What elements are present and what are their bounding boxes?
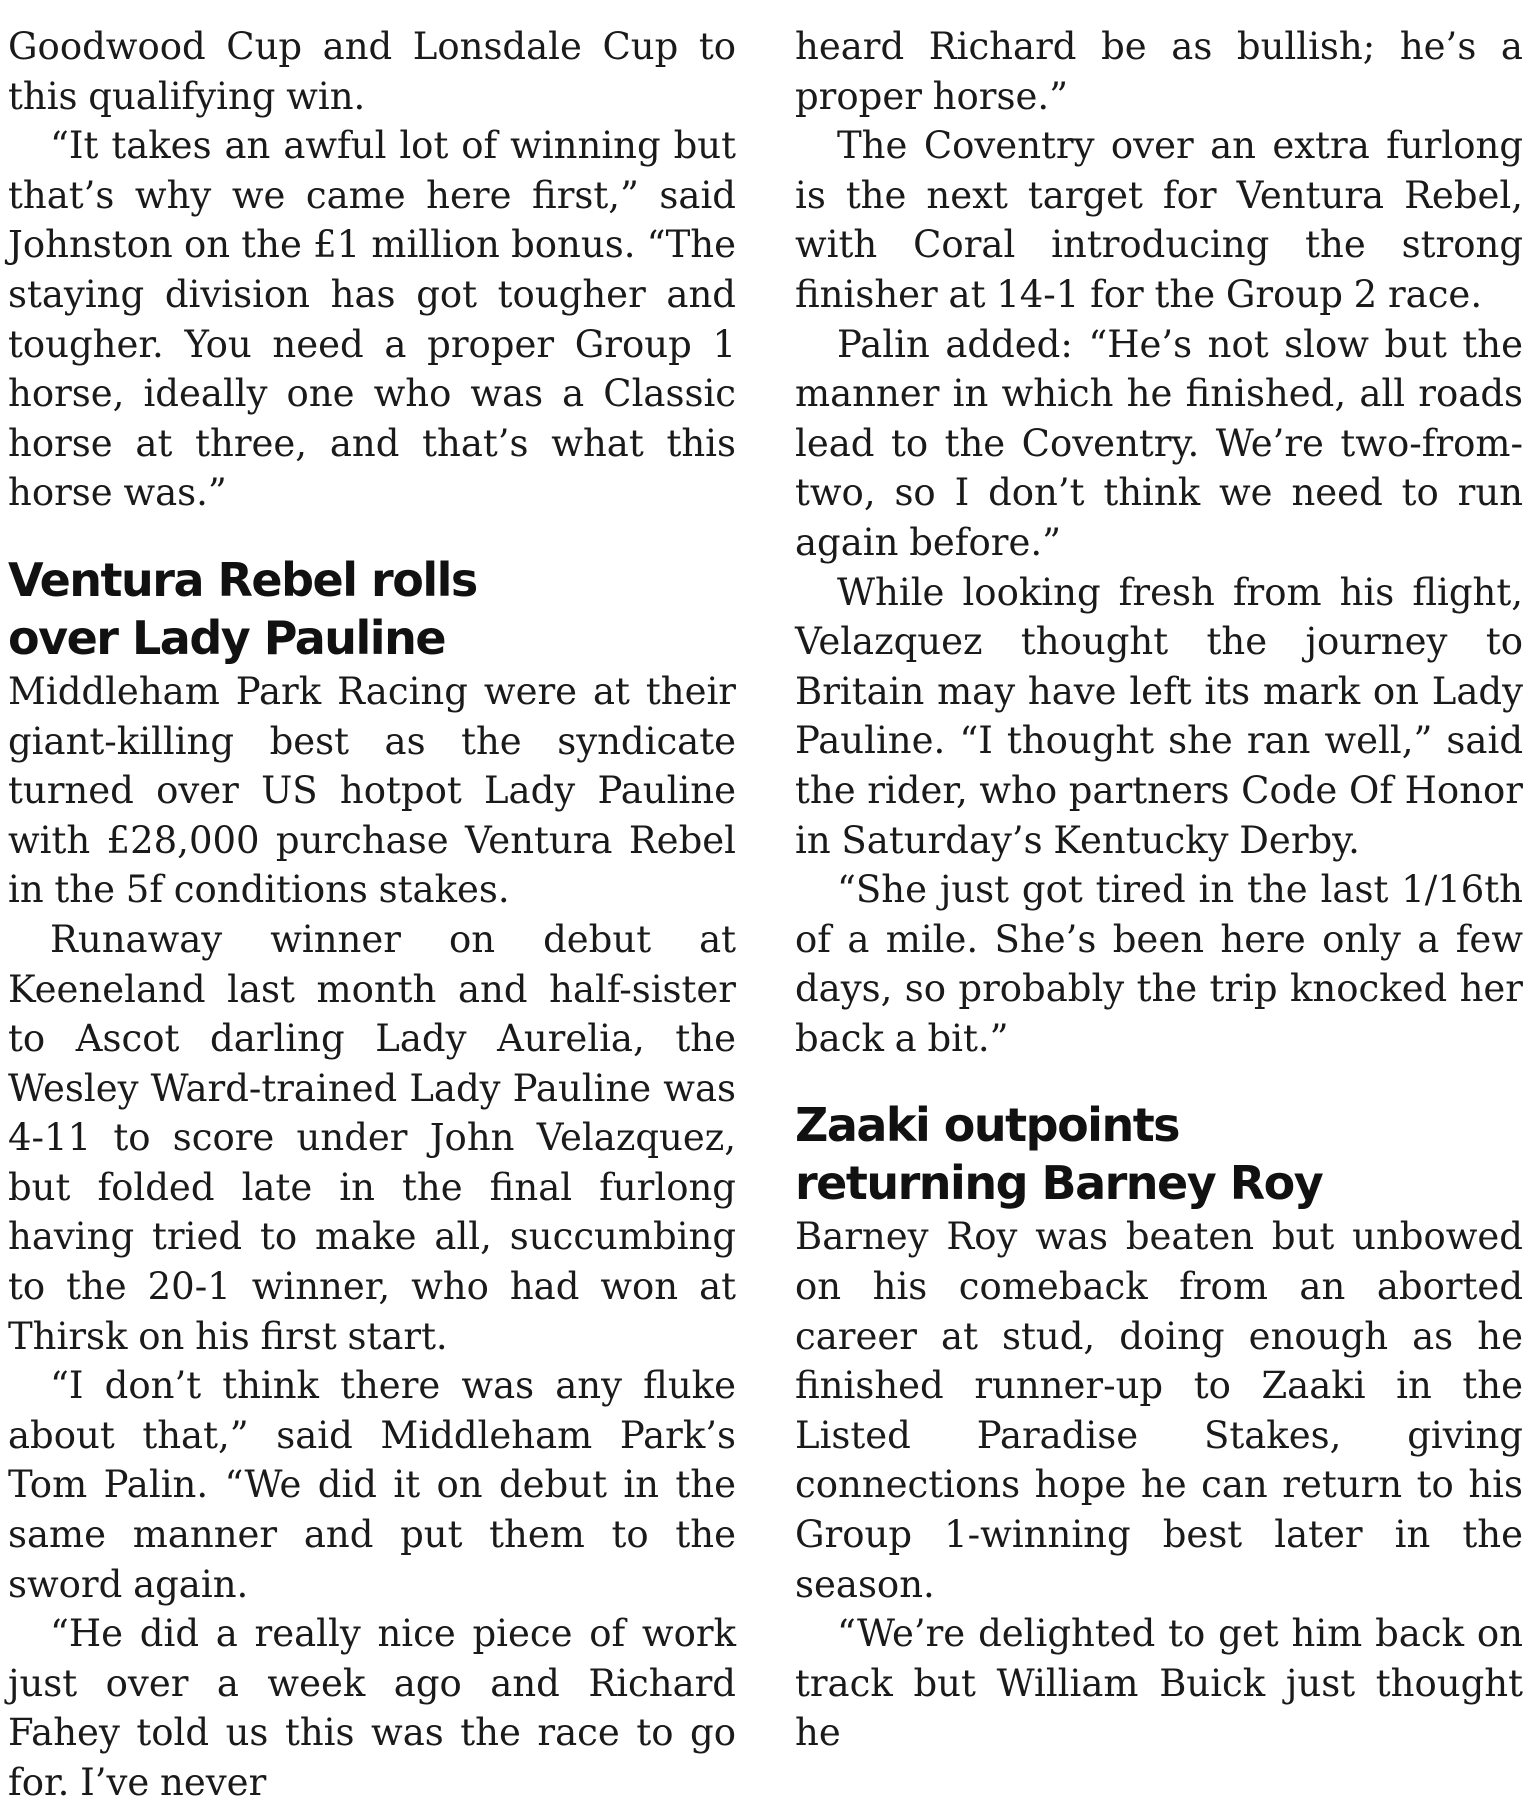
paragraph: “We’re delighted to get him back on track but William Buick just thought he xyxy=(795,1612,1523,1755)
headline-line: Ventura Rebel rolls xyxy=(8,552,477,607)
headline-line: Zaaki outpoints xyxy=(795,1098,1180,1153)
paragraph: Barney Roy was beaten but unbowed on his comeback from an aborted career at stud, doing enough as he finished runner-up to Zaaki in the Listed Paradise Stakes, giving connections hope he can return to his Group 1-winning best later in the season. xyxy=(795,1215,1523,1606)
headline-ventura-rebel xyxy=(8,551,736,667)
right-column xyxy=(795,22,1523,1758)
paragraph: “It takes an awful lot of winning but that’s why we came here first,” said Johnston on the £1 million bonus. “The staying division has got tougher and tougher. You need a proper Group 1 horse, ideally one who was a Classic horse at three, and that’s what this horse was.” xyxy=(8,124,736,515)
paragraph: “He did a really nice piece of work just over a week ago and Richard Fahey told us this was the race to go for. I’ve never xyxy=(8,1612,736,1804)
paragraph: heard Richard be as bullish; he’s a proper horse.” xyxy=(795,25,1523,118)
paragraph: Goodwood Cup and Lonsdale Cup to this qualifying win. xyxy=(8,25,736,118)
paragraph: Palin added: “He’s not slow but the manner in which he finished, all roads lead to the Coventry. We’re two-from-two, so I don’t think we need to run again before.” xyxy=(795,322,1523,564)
headline-zaaki xyxy=(795,1096,1523,1212)
paragraph: The Coventry over an extra furlong is the next target for Ventura Rebel, with Coral introducing the strong finisher at 14-1 for the Group 2 race. xyxy=(795,124,1523,316)
paragraph: While looking fresh from his flight, Velazquez thought the journey to Britain may have left its mark on Lady Pauline. “I thought she ran well,” said the rider, who partners Code Of Honor in Saturday’s Kentucky Derby. xyxy=(795,570,1523,862)
paragraph: Middleham Park Racing were at their giant-killing best as the syndicate turned over US hotpot Lady Pauline with £28,000 purchase Ventura Rebel in the 5f conditions stakes. xyxy=(8,669,736,912)
left-column xyxy=(8,22,736,1808)
headline-line: returning Barney Roy xyxy=(795,1156,1323,1211)
spacer xyxy=(8,518,736,551)
headline-line: over Lady Pauline xyxy=(8,610,446,665)
paragraph: “She just got tired in the last 1/16th of a mile. She’s been here only a few days, so probably the trip knocked her back a bit.” xyxy=(795,868,1523,1060)
paragraph: “I don’t think there was any fluke about that,” said Middleham Park’s Tom Palin. “We did it on debut in the same manner and put them to the sword again. xyxy=(8,1364,736,1606)
spacer xyxy=(795,1063,1523,1096)
article-page xyxy=(8,22,1528,1804)
paragraph: Runaway winner on debut at Keeneland last month and half-sister to Ascot darling Lady Aurelia, the Wesley Ward-trained Lady Pauline was 4-11 to score under John Velazquez, but folded late in the final furlong having tried to make all, succumbing to the 20-1 winner, who had won at Thirsk on his first start. xyxy=(8,917,736,1358)
